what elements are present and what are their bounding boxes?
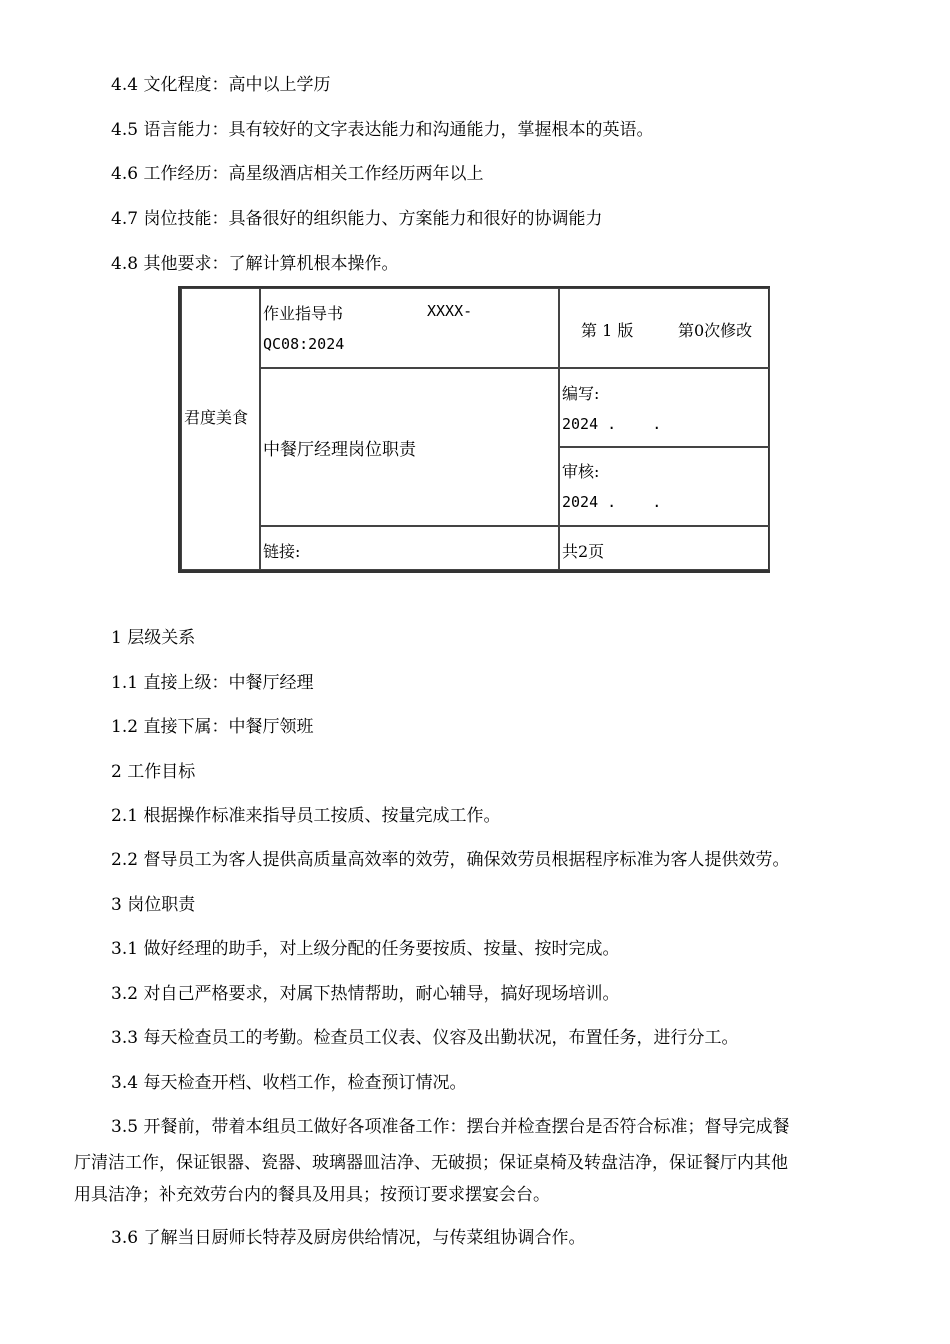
review-cell xyxy=(559,447,770,526)
review-label: 审核: xyxy=(562,462,600,481)
item-2-1: 2.1 根据操作标准来指导员工按质、按量完成工作。 xyxy=(111,806,501,826)
company-cell xyxy=(181,288,261,570)
item-3-5-line-1: 3.5 开餐前，带着本组员工做好各项准备工作：摆台并检查摆台是否符合标准；督导完成餐 xyxy=(111,1117,790,1137)
doc-code-a: XXXX- xyxy=(427,302,473,320)
requirement-4-4: 4.4 文化程度：高中以上学历 xyxy=(111,75,331,95)
version: 第 1 版 xyxy=(581,321,634,340)
doc-type-cell xyxy=(260,288,560,369)
item-3-4: 3.4 每天检查开档、收档工作，检查预订情况。 xyxy=(111,1073,467,1093)
requirement-4-6: 4.6 工作经历：高星级酒店相关工作经历两年以上 xyxy=(111,164,484,184)
item-1-2: 1.2 直接下属：中餐厅领班 xyxy=(111,717,314,737)
section-2-heading: 2 工作目标 xyxy=(111,762,196,782)
author-cell xyxy=(559,368,770,448)
item-3-6: 3.6 了解当日厨师长特荐及厨房供给情况，与传菜组协调合作。 xyxy=(111,1228,586,1248)
item-3-5-line-3: 用具洁净；补充效劳台内的餐具及用具；按预订要求摆宴会台。 xyxy=(74,1185,550,1205)
link-label: 链接: xyxy=(263,542,301,561)
section-3-heading: 3 岗位职责 xyxy=(111,895,196,915)
review-date: 2024 . . xyxy=(562,493,662,511)
item-3-3: 3.3 每天检查员工的考勤。检查员工仪表、仪容及出勤状况，布置任务，进行分工。 xyxy=(111,1028,739,1048)
item-3-5-line-2: 厅清洁工作，保证银器、瓷器、玻璃器皿洁净、无破损；保证桌椅及转盘洁净，保证餐厅内其他 xyxy=(74,1153,788,1173)
author-label: 编写: xyxy=(562,384,600,403)
requirement-4-8: 4.8 其他要求：了解计算机根本操作。 xyxy=(111,254,399,274)
item-3-2: 3.2 对自己严格要求，对属下热情帮助，耐心辅导，搞好现场培训。 xyxy=(111,984,620,1004)
company-name: 君度美食 xyxy=(184,408,249,427)
author-date: 2024 . . xyxy=(562,415,662,433)
item-2-2: 2.2 督导员工为客人提供高质量高效率的效劳，确保效劳员根据程序标准为客人提供效劳。 xyxy=(111,850,790,870)
doc-code-b: QC08:2024 xyxy=(263,335,345,353)
requirement-4-7: 4.7 岗位技能：具备很好的组织能力、方案能力和很好的协调能力 xyxy=(111,209,603,229)
section-1-heading: 1 层级关系 xyxy=(111,628,196,648)
doc-type: 作业指导书 xyxy=(263,304,344,323)
page-count: 共2页 xyxy=(562,542,605,561)
requirement-4-5: 4.5 语言能力：具有较好的文字表达能力和沟通能力，掌握根本的英语。 xyxy=(111,120,654,140)
link-cell xyxy=(260,525,560,570)
doc-title: 中餐厅经理岗位职责 xyxy=(263,440,416,460)
document-header-table xyxy=(178,286,770,573)
version-cell xyxy=(559,288,770,369)
title-cell xyxy=(260,368,560,526)
revision: 第0次修改 xyxy=(678,321,753,340)
item-3-1: 3.1 做好经理的助手，对上级分配的任务要按质、按量、按时完成。 xyxy=(111,939,620,959)
item-1-1: 1.1 直接上级：中餐厅经理 xyxy=(111,673,314,693)
pages-cell xyxy=(559,525,770,570)
